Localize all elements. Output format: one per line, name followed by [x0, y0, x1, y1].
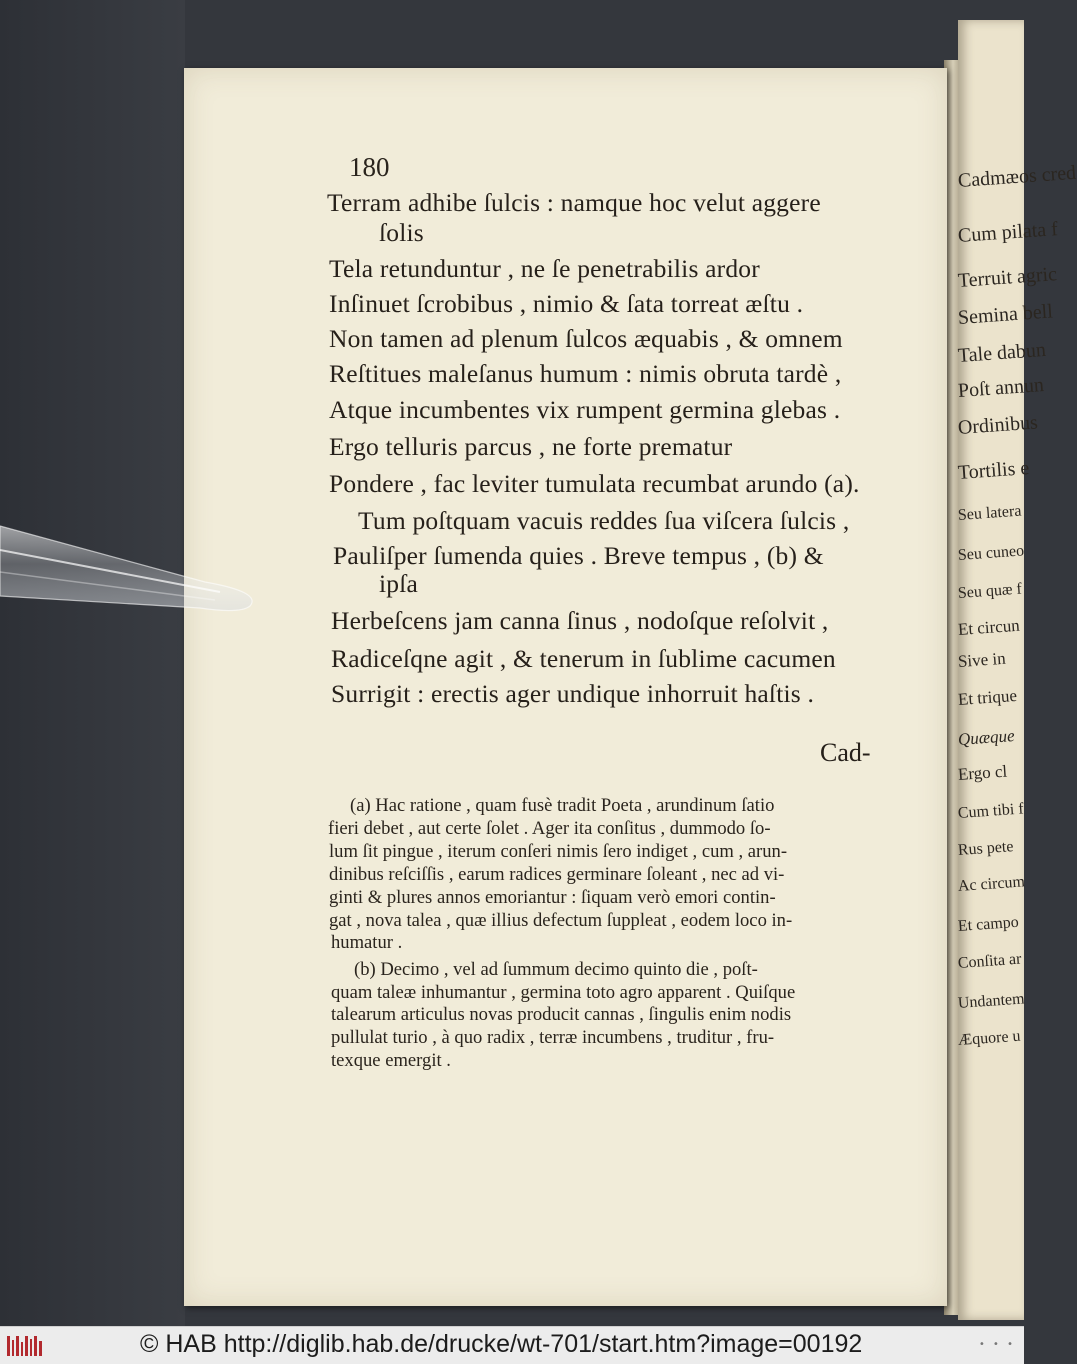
facing-line: Undantem [957, 990, 1026, 1012]
verse-line: Radiceſqne agit , & tenerum in ſublime cacumen [331, 644, 836, 673]
facing-line: Cum pilata f [957, 218, 1059, 247]
facing-line: Conſita ar [957, 950, 1022, 972]
footer-dots: • • • [978, 1339, 1014, 1350]
catchword: Cad- [820, 738, 871, 767]
facing-line: Sive in [957, 648, 1007, 671]
facing-line: Cadmæos cred [957, 161, 1077, 192]
footer-bar [0, 1326, 1024, 1364]
footnote-line: (b) Decimo , vel ad ſummum decimo quinto die , poſt- [354, 959, 758, 980]
facing-line: Seu cuneo [957, 542, 1025, 564]
verse-line: Atque incumbentes vix rumpent germina glebas . [329, 395, 841, 424]
verse-line: Tela retunduntur , ne ſe penetrabilis ardor [329, 254, 760, 283]
verse-line: Inſinuet ſcrobibus , nimio & ſata torreat æſtu . [329, 289, 804, 318]
verse-line: Pauliſper ſumenda quies . Breve tempus , (b) & [333, 541, 824, 570]
verse-line: ſolis [379, 218, 424, 247]
copyright-link[interactable]: © HAB http://diglib.hab.de/drucke/wt-701/start.htm?image=00192 [140, 1330, 863, 1358]
footnote-line: fieri debet , aut certe ſolet . Ager ita conſitus , dummodo ſo- [328, 818, 771, 839]
verse-line: Surrigit : erectis ager undique inhorruit haſtis . [331, 679, 815, 708]
footnote-line: lum ſit pingue , iterum conſeri nimis ſero indiget , cum , arun- [329, 841, 788, 862]
facing-line: Quæque [957, 726, 1016, 749]
facing-line: Tale dabun [957, 338, 1047, 367]
verse-line: Reſtitues maleſanus humum : nimis obruta tardè , [329, 359, 842, 388]
facing-line: Cum tibi f [957, 800, 1025, 822]
footnote-line: humatur . [331, 932, 403, 953]
verse-line: Non tamen ad plenum ſulcos æquabis , & omnem [329, 324, 843, 353]
footnote-line: gat , nova talea , quæ illius defectum ſuppleat , eodem loco in- [329, 910, 793, 931]
facing-line: Seu quæ f [957, 580, 1023, 602]
facing-line: Poſt annun [957, 374, 1045, 402]
facing-line: Et trique [957, 685, 1018, 709]
verse-line: Terram adhibe ſulcis : namque hoc velut aggere [327, 188, 821, 217]
facing-line: Tortilis e [957, 457, 1030, 484]
footnote-line: talearum articulus novas producit cannas , ſingulis enim nodis [331, 1004, 792, 1025]
facing-line: Rus pete [957, 838, 1014, 859]
facing-page [957, 20, 1077, 1320]
footnote-line: ginti & plures annos emoriantur : ſiquam verò emori contin- [329, 887, 776, 908]
footnote-line: texque emergit . [331, 1050, 451, 1071]
verse-line: Pondere , fac leviter tumulata recumbat arundo (a). [329, 469, 860, 498]
facing-line: Ordinibus [957, 411, 1039, 439]
verse-line: Herbeſcens jam canna ſinus , nodoſque reſolvit , [331, 606, 829, 635]
facing-line: Terruit agric [957, 263, 1058, 292]
footnote-line: quam taleæ inhumantur , germina toto agro apparent . Quiſque [331, 982, 796, 1003]
facing-line: Ergo cl [957, 761, 1008, 784]
facing-line: Seu latera [957, 502, 1022, 524]
hab-logo-icon [6, 1333, 44, 1359]
facing-line: Et circun [957, 615, 1021, 639]
page-number: 180 [349, 152, 390, 182]
verse-line: ipſa [379, 569, 419, 598]
facing-line: Ac circum [957, 873, 1026, 895]
verse-line: Ergo telluris parcus , ne forte prematur [329, 432, 733, 461]
verse-line: Tum poſtquam vacuis reddes ſua viſcera ſulcis , [358, 506, 850, 535]
facing-line: Semina bell [957, 300, 1054, 329]
footnote-line: (a) Hac ratione , quam fusè tradit Poeta , arundinum ſatio [350, 795, 775, 816]
facing-line: Æquore u [957, 1027, 1022, 1049]
scanner-background [0, 0, 185, 1326]
facing-line: Et campo [957, 913, 1020, 935]
footnote-line: pullulat turio , à quo radix , terræ incumbens , truditur , fru- [331, 1027, 775, 1048]
footnote-line: dinibus reſciſſis , earum radices germinare ſoleant , nec ad vi- [329, 864, 785, 885]
